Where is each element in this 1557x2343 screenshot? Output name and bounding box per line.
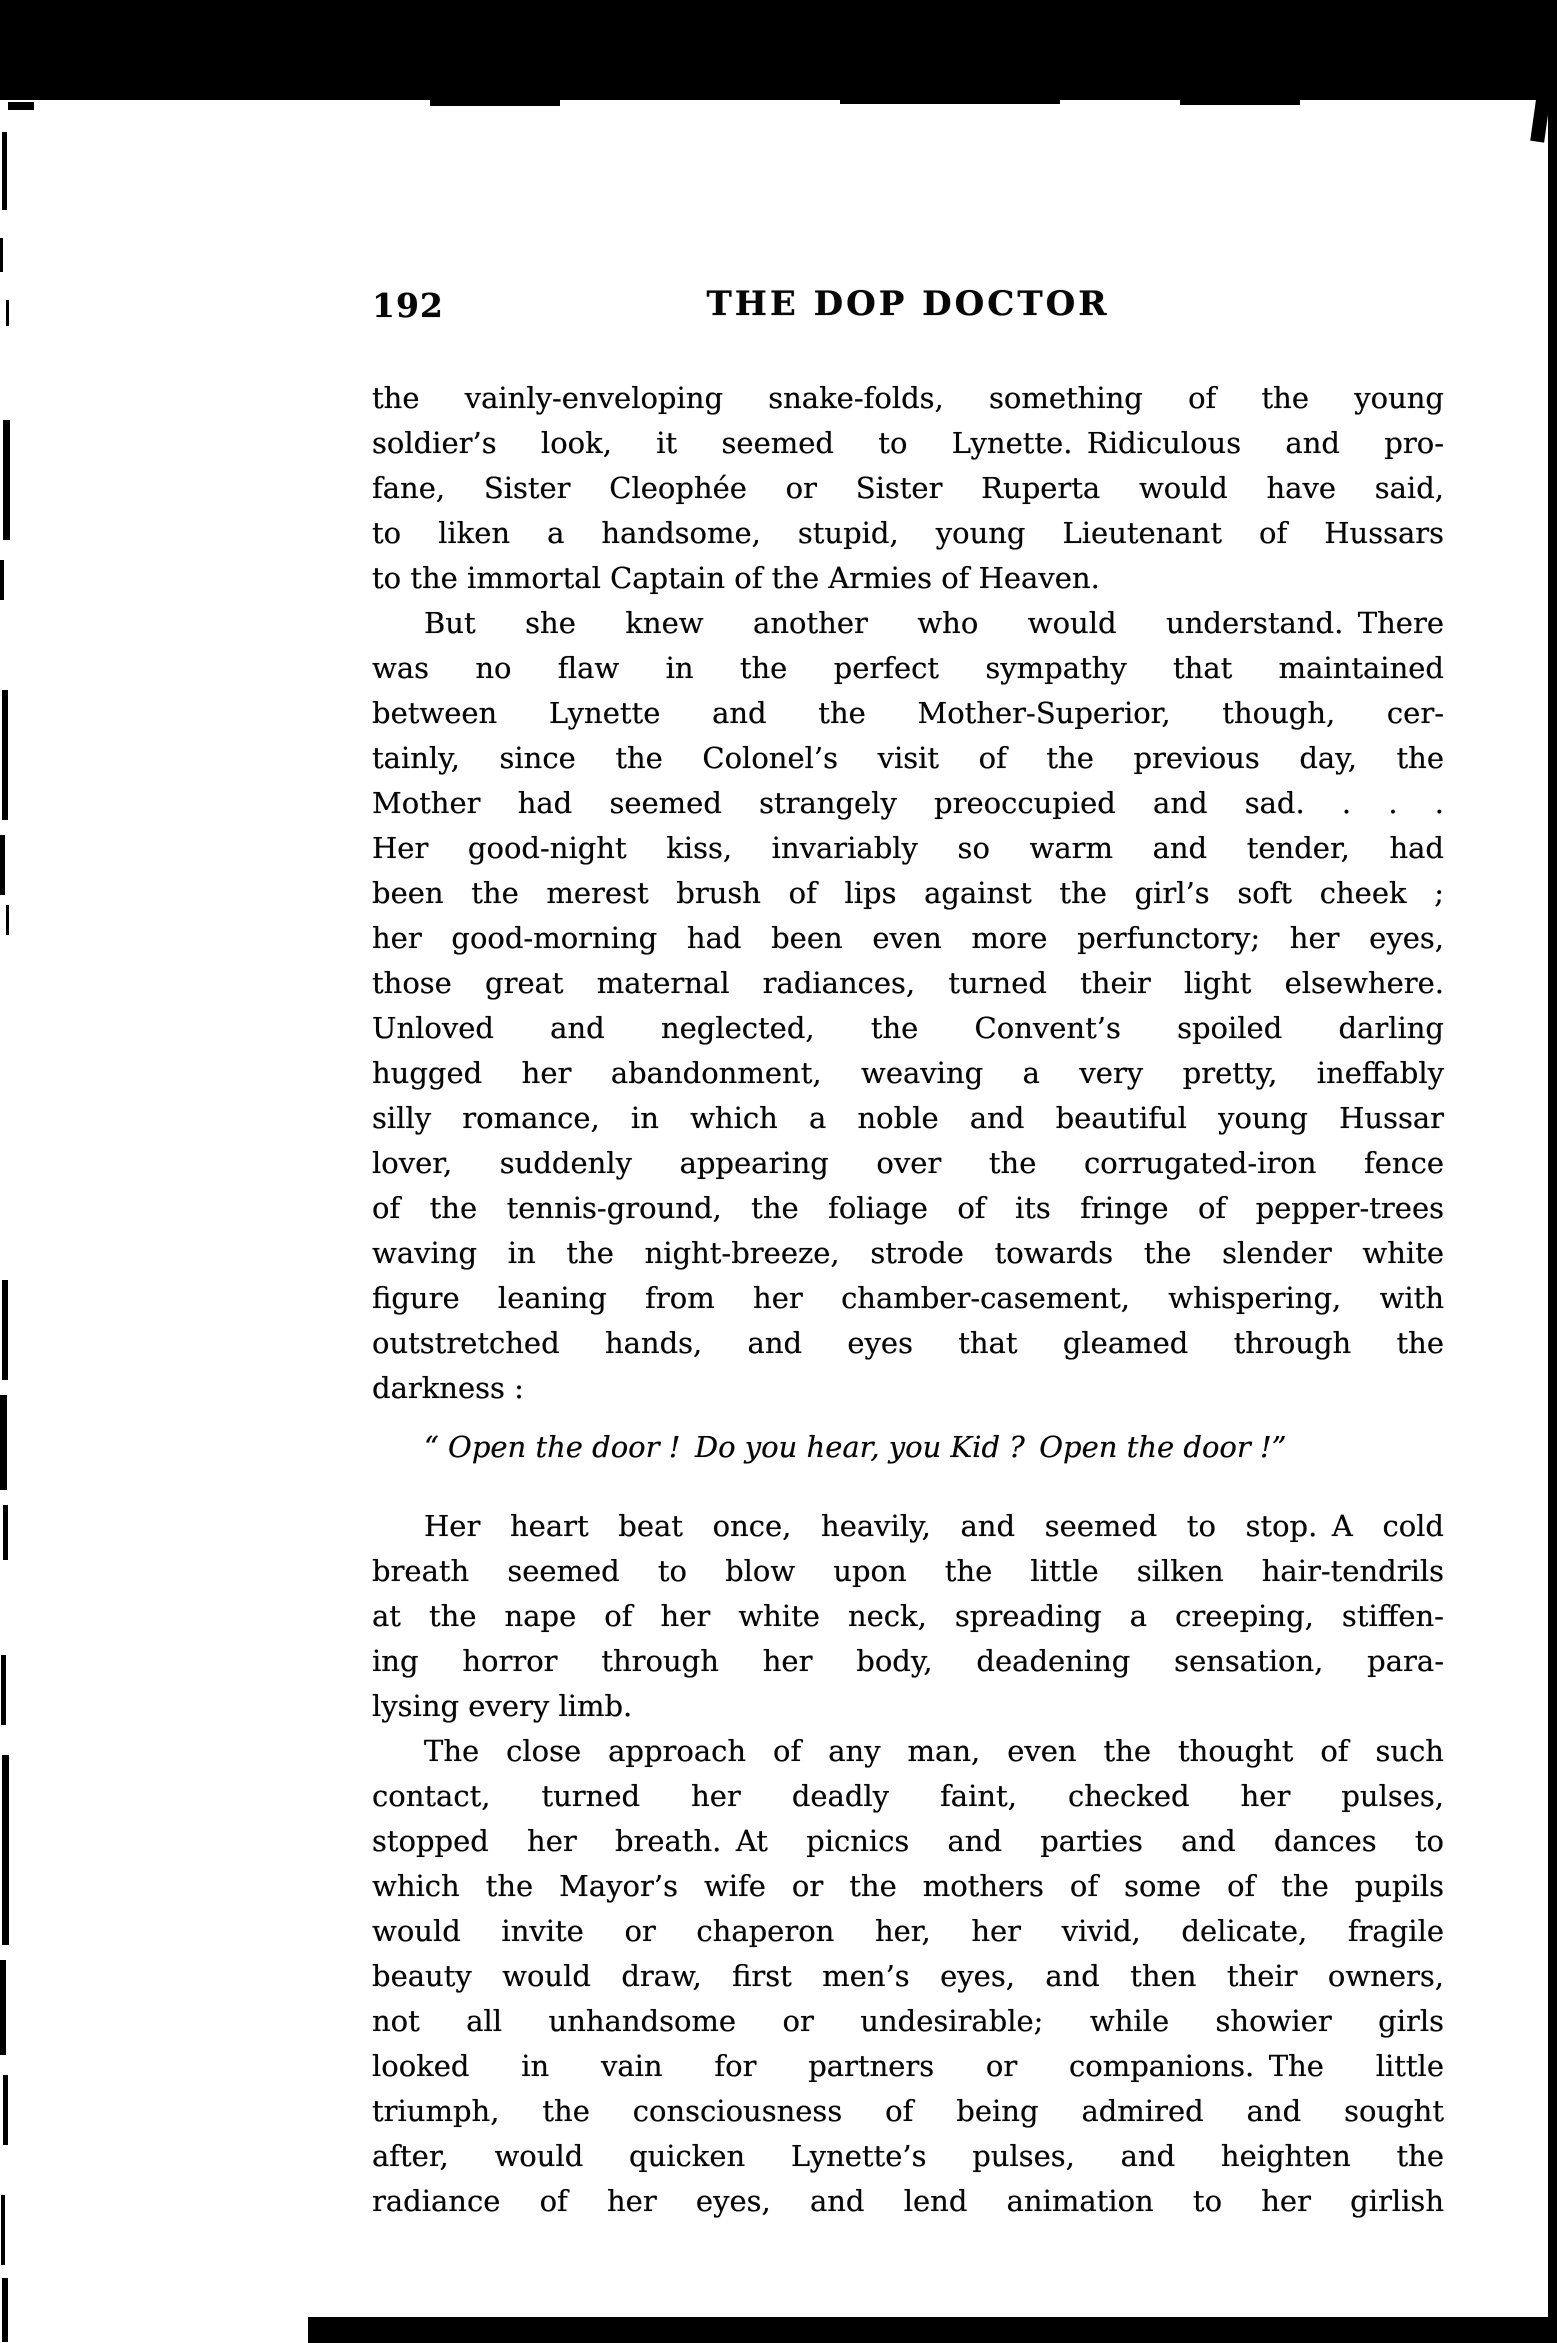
running-title: THE DOP DOCTOR (706, 284, 1110, 324)
quote-paragraph (372, 1425, 1444, 1470)
scan-artifact (0, 1395, 7, 1490)
text-line: contact, turned her deadly faint, checked her pulses, (372, 1779, 1444, 1813)
scan-artifact (2, 1280, 8, 1380)
scan-artifact (2, 2278, 8, 2342)
text-line: was no flaw in the perfect sympathy that maintained (372, 651, 1444, 685)
text-line: at the nape of her white neck, spreading a creeping, stiffen- (372, 1599, 1444, 1633)
text-line: Unloved and neglected, the Convent’s spoiled darling (372, 1011, 1444, 1045)
text-line: lover, suddenly appearing over the corrugated-iron fence (372, 1146, 1444, 1180)
scan-artifact (0, 1960, 6, 2055)
text-line: after, would quicken Lynette’s pulses, and heighten the (372, 2139, 1444, 2173)
text-line: tainly, since the Colonel’s visit of the previous day, the (372, 741, 1444, 775)
text-line: Her heart beat once, heavily, and seemed to stop. A cold (424, 1509, 1444, 1543)
paragraph (372, 376, 1444, 601)
scan-artifact (6, 300, 9, 326)
scan-artifact (840, 99, 1060, 104)
text-line: of the tennis-ground, the foliage of its fringe of pepper-trees (372, 1191, 1444, 1225)
text-line: those great maternal radiances, turned their light elsewhere. (372, 966, 1444, 1000)
text-line: darkness : (372, 1371, 524, 1405)
text-line: radiance of her eyes, and lend animation to her girlish (372, 2184, 1444, 2218)
text-line: The close approach of any man, even the thought of such (424, 1734, 1444, 1768)
text-line: the vainly-enveloping snake-folds, something of the young (372, 381, 1444, 415)
scan-artifact (2, 690, 8, 820)
paragraph (372, 601, 1444, 1411)
scan-artifact (0, 835, 5, 895)
text-line: stopped her breath. At picnics and parties and dances to (372, 1824, 1444, 1858)
text-block (372, 376, 1444, 2224)
text-line: not all unhandsome or undesirable; while showier girls (372, 2004, 1444, 2038)
text-line: her good-morning had been even more perfunctory; her eyes, (372, 921, 1444, 955)
scan-artifact (0, 238, 3, 272)
scan-artifact (2, 132, 7, 210)
scan-artifact (1, 2195, 5, 2265)
scan-artifact (1548, 58, 1557, 2343)
text-line: soldier’s look, it seemed to Lynette. Ridiculous and pro- (372, 426, 1444, 460)
text-line: figure leaning from her chamber-casement, whispering, with (372, 1281, 1444, 1315)
text-line: waving in the night-breeze, strode towards the slender white (372, 1236, 1444, 1270)
scan-artifact (2, 1755, 9, 1945)
scan-artifact (0, 0, 1557, 100)
scan-artifact (6, 905, 9, 935)
text-line: But she knew another who would understand. There (424, 606, 1444, 640)
paragraph (372, 1729, 1444, 2224)
text-line: which the Mayor’s wife or the mothers of some of the pupils (372, 1869, 1444, 1903)
text-line: between Lynette and the Mother-Superior, though, cer- (372, 696, 1444, 730)
text-line: would invite or chaperon her, her vivid, delicate, fragile (372, 1914, 1444, 1948)
scan-artifact (430, 99, 560, 106)
text-line: triumph, the consciousness of being admired and sought (372, 2094, 1444, 2128)
text-line: ing horror through her body, deadening sensation, para- (372, 1644, 1444, 1678)
text-line: silly romance, in which a noble and beautiful young Hussar (372, 1101, 1444, 1135)
text-line: “ Open the door ! Do you hear, you Kid ? Open the door !” (424, 1430, 1287, 1464)
scan-artifact (3, 420, 10, 540)
scan-artifact (308, 2317, 1557, 2343)
text-line: Her good-night kiss, invariably so warm and tender, had (372, 831, 1444, 865)
scan-artifact (1180, 99, 1300, 105)
scan-artifact (0, 560, 4, 600)
text-line: lysing every limb. (372, 1689, 633, 1723)
text-line: outstretched hands, and eyes that gleamed through the (372, 1326, 1444, 1360)
text-line: breath seemed to blow upon the little silken hair-tendrils (372, 1554, 1444, 1588)
text-line: to liken a handsome, stupid, young Lieutenant of Hussars (372, 516, 1444, 550)
paragraph (372, 1504, 1444, 1729)
text-line: been the merest brush of lips against the girl’s soft cheek ; (372, 876, 1444, 910)
text-line: fane, Sister Cleophée or Sister Ruperta would have said, (372, 471, 1444, 505)
text-line: Mother had seemed strangely preoccupied and sad. . . . (372, 786, 1444, 820)
text-line: hugged her abandonment, weaving a very pretty, ineffably (372, 1056, 1444, 1090)
text-line: looked in vain for partners or companions. The little (372, 2049, 1444, 2083)
scan-artifact (1, 1655, 6, 1725)
scan-artifact (3, 1505, 8, 1560)
page-number: 192 (372, 286, 444, 325)
scan-artifact (8, 102, 34, 110)
scan-artifact (3, 2075, 8, 2145)
text-line: to the immortal Captain of the Armies of Heaven. (372, 561, 1100, 595)
text-line: beauty would draw, first men’s eyes, and then their owners, (372, 1959, 1444, 1993)
